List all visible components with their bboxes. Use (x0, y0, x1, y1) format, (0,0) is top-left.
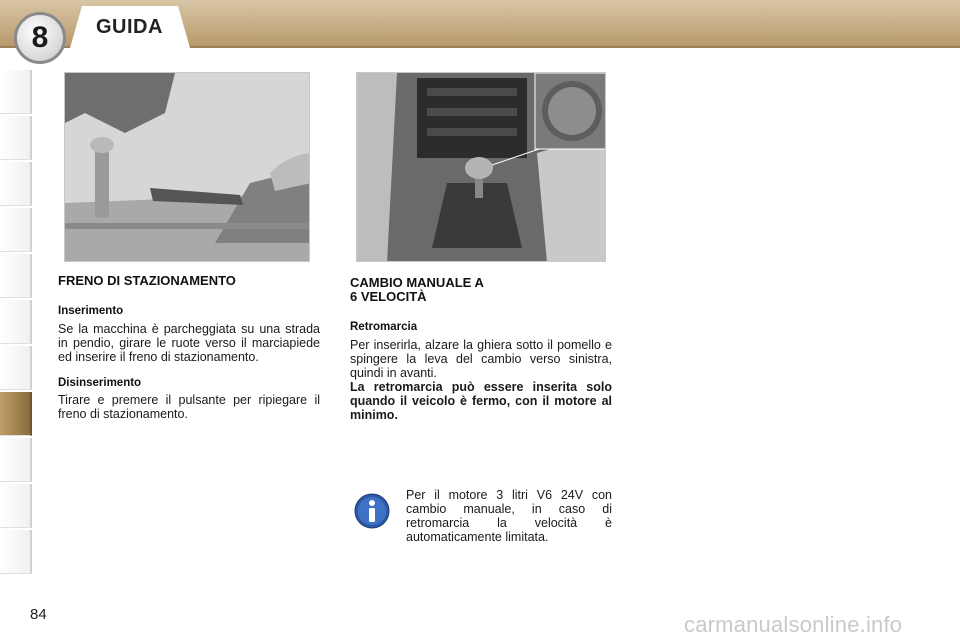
side-tab-8-active[interactable] (0, 392, 32, 436)
chapter-title: GUIDA (96, 16, 163, 38)
engage-heading: Inserimento (58, 305, 124, 317)
gearbox-title-line1: CAMBIO MANUALE A (350, 275, 484, 290)
parking-brake-photo (64, 72, 310, 262)
side-tab-6[interactable] (0, 300, 32, 344)
chapter-side-tabs (0, 70, 34, 575)
info-note-text: Per il motore 3 litri V6 24V con cambio manuale, in caso di retromarcia la velocità è automaticamente limitata. (406, 488, 612, 544)
page-number: 84 (30, 606, 47, 623)
gearbox-photo (356, 72, 606, 262)
side-tab-7[interactable] (0, 346, 32, 390)
watermark: carmanualsonline.info (684, 612, 903, 637)
side-tab-4[interactable] (0, 208, 32, 252)
side-tab-2[interactable] (0, 116, 32, 160)
parking-brake-title: FRENO DI STAZIONAMENTO (58, 273, 236, 288)
release-text: Tirare e premere il pulsante per ripiegare il freno di stazionamento. (58, 393, 320, 421)
gearbox-illustration (357, 73, 606, 262)
reverse-heading: Retromarcia (350, 321, 418, 333)
side-tab-5[interactable] (0, 254, 32, 298)
reverse-text: Per inserirla, alzare la ghiera sotto il pomello e spingere la leva del cambio verso sinistra, quindi in avanti. (350, 338, 612, 380)
side-tab-11[interactable] (0, 530, 32, 574)
engage-text: Se la macchina è parcheggiata su una strada in pendio, girare le ruote verso il marciapiede ed inserire il freno di stazionamento. (58, 322, 320, 364)
side-tab-1[interactable] (0, 70, 32, 114)
reverse-warning: La retromarcia può essere inserita solo quando il veicolo è fermo, con il motore al minimo. (350, 380, 612, 422)
side-tab-9[interactable] (0, 438, 32, 482)
side-tab-3[interactable] (0, 162, 32, 206)
parking-brake-illustration (65, 73, 310, 262)
chapter-number-badge (14, 12, 66, 64)
gearbox-title-line2: 6 VELOCITÀ (350, 289, 427, 304)
info-icon (354, 493, 390, 529)
side-tab-10[interactable] (0, 484, 32, 528)
chapter-number: 8 (31, 21, 49, 54)
release-heading: Disinserimento (58, 377, 142, 389)
